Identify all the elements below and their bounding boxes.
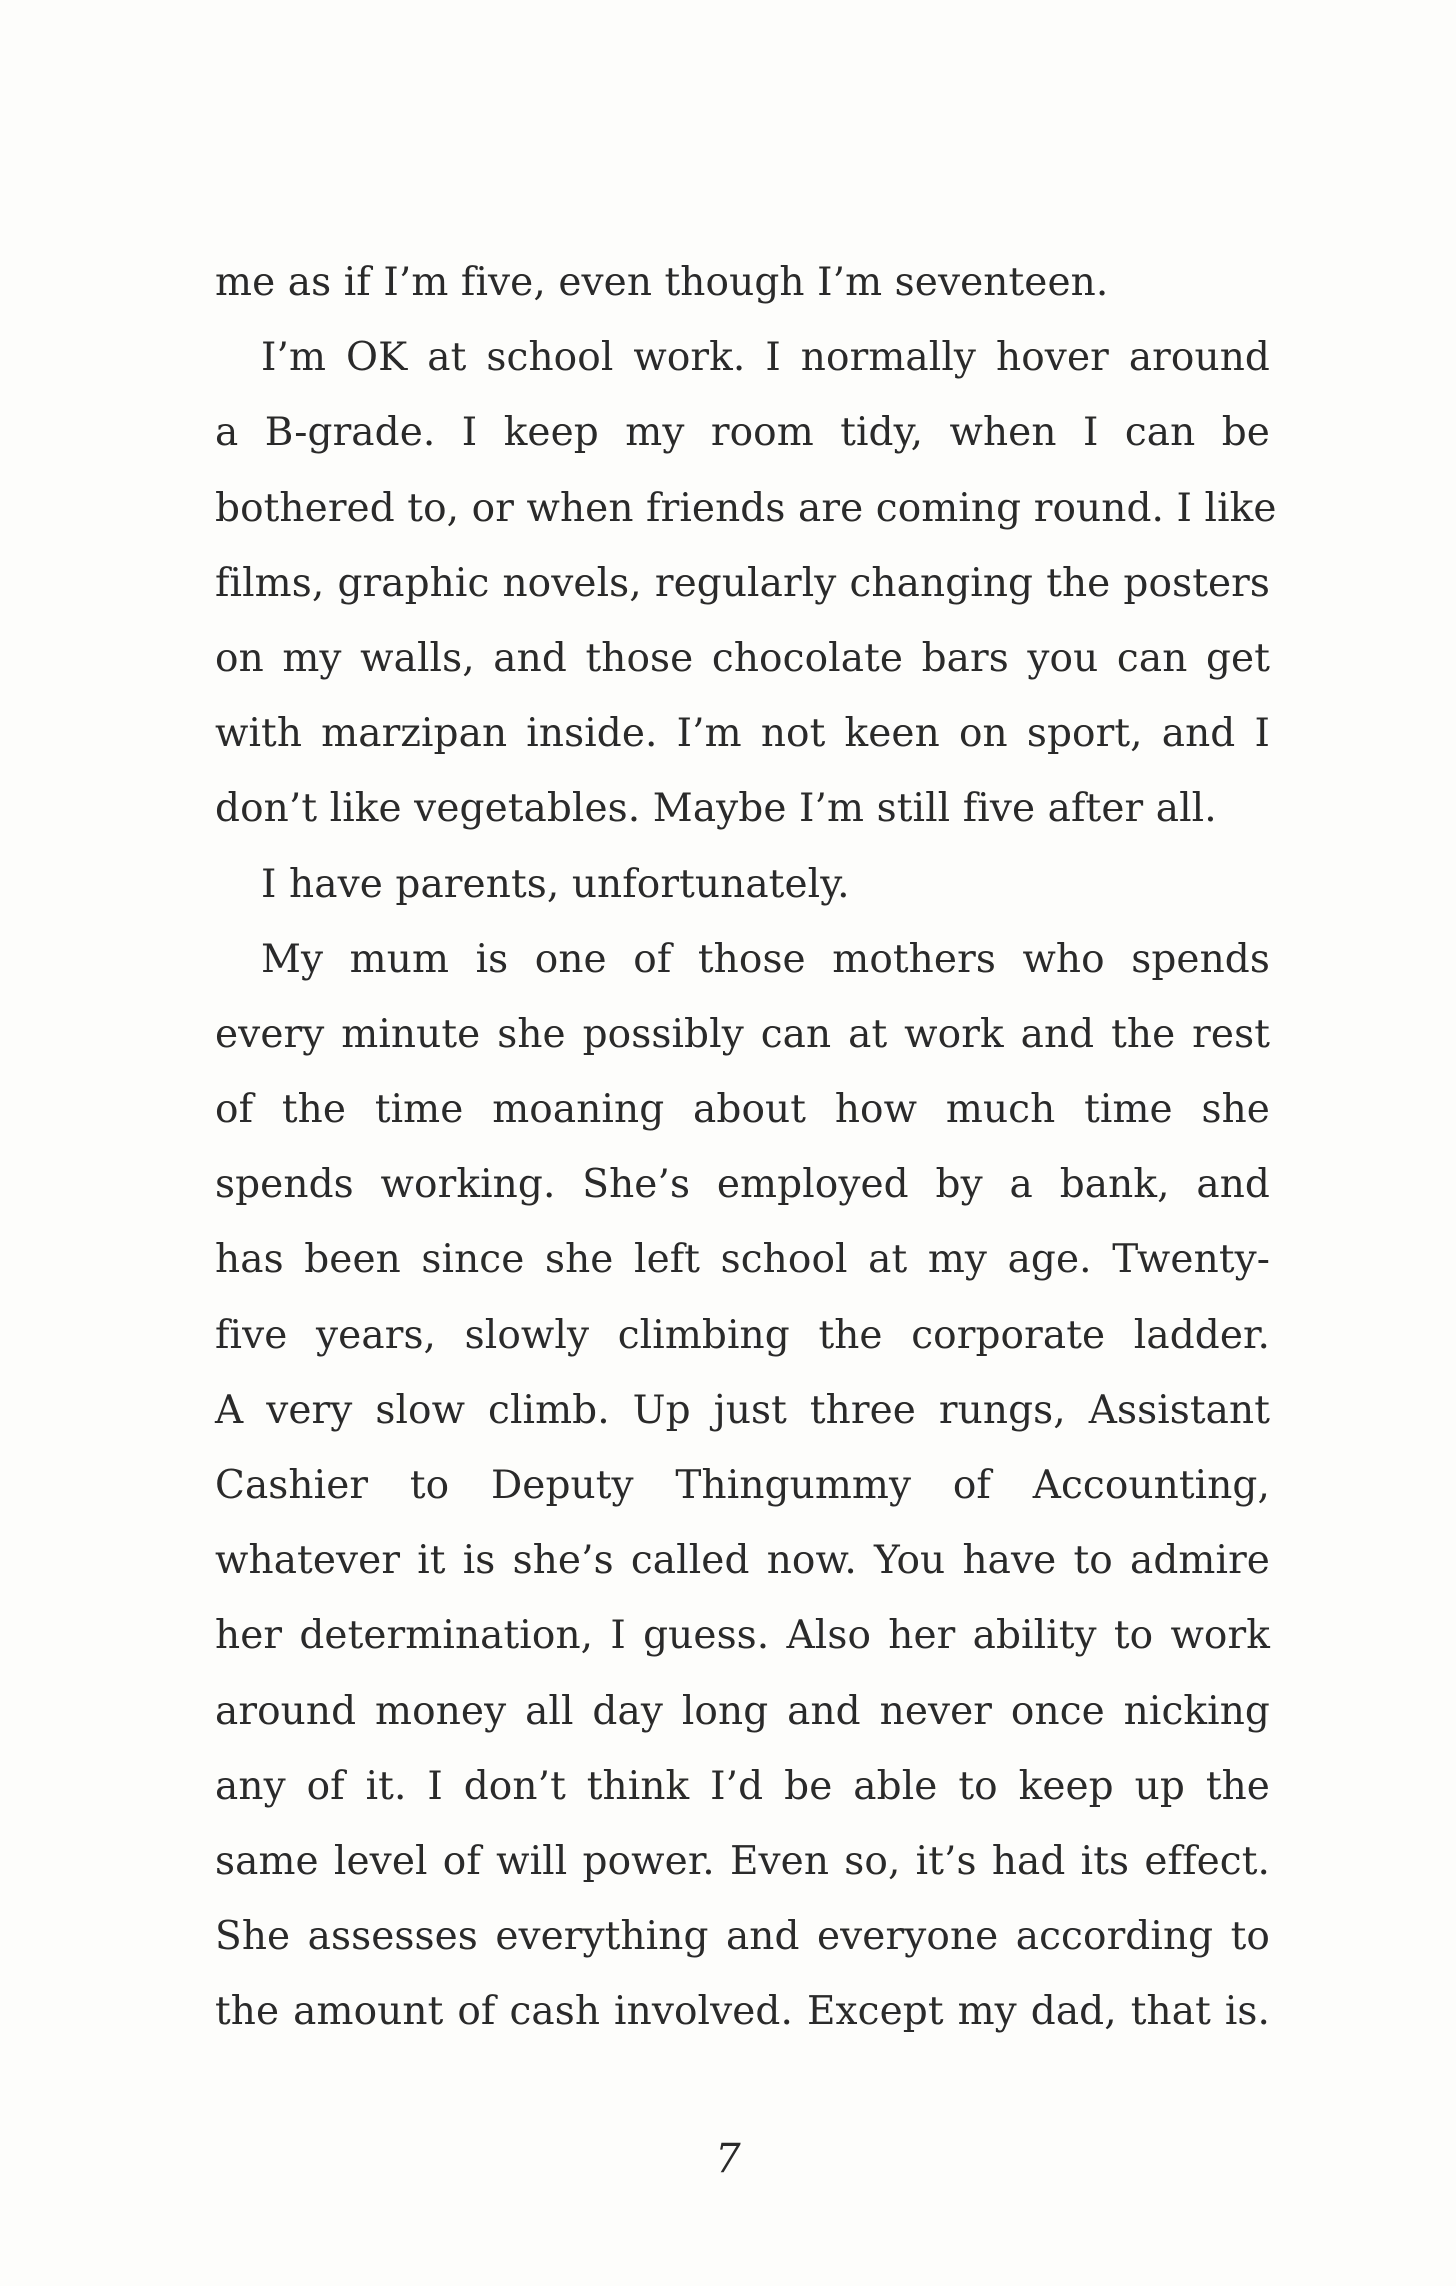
text-line: don’t like vegetables. Maybe I’m still five after all. [215, 786, 1217, 832]
text-line: around money all day long and never once nicking [215, 1688, 1270, 1734]
body-text [215, 245, 1277, 2050]
text-line: five years, slowly climbing the corporate ladder. [215, 1312, 1270, 1358]
text-line: has been since she left school at my age. Twenty- [215, 1237, 1270, 1283]
text-line: I have parents, unfortunately. [261, 861, 850, 907]
page-number: 7 [715, 2136, 741, 2182]
text-line: every minute she possibly can at work and the rest [215, 1011, 1270, 1057]
text-line: A very slow climb. Up just three rungs, Assistant [215, 1387, 1270, 1433]
text-line: a B-grade. I keep my room tidy, when I can be [215, 410, 1270, 456]
text-line: same level of will power. Even so, it’s had its effect. [215, 1838, 1270, 1884]
text-line: Cashier to Deputy Thingummy of Accounting, [215, 1463, 1270, 1508]
text-line: I’m OK at school work. I normally hover around [261, 335, 1270, 381]
text-line: her determination, I guess. Also her ability to work [215, 1613, 1270, 1659]
text-line: My mum is one of those mothers who spends [261, 936, 1270, 982]
text-line: films, graphic novels, regularly changing the posters [215, 560, 1270, 606]
text-line: on my walls, and those chocolate bars you can get [215, 635, 1270, 681]
text-line: She assesses everything and everyone according to [215, 1914, 1270, 1960]
text-line: of the time moaning about how much time she [215, 1087, 1270, 1133]
text-line: any of it. I don’t think I’d be able to keep up the [215, 1763, 1270, 1809]
text-line: with marzipan inside. I’m not keen on sport, and I [215, 711, 1270, 757]
text-line: spends working. She’s employed by a bank, and [215, 1162, 1270, 1208]
text-line: the amount of cash involved. Except my dad, that is. [215, 1989, 1270, 2035]
text-line: bothered to, or when friends are coming round. I like [215, 485, 1277, 531]
text-line: me as if I’m five, even though I’m seventeen. [215, 260, 1109, 305]
text-line: whatever it is she’s called now. You have to admire [215, 1538, 1270, 1584]
